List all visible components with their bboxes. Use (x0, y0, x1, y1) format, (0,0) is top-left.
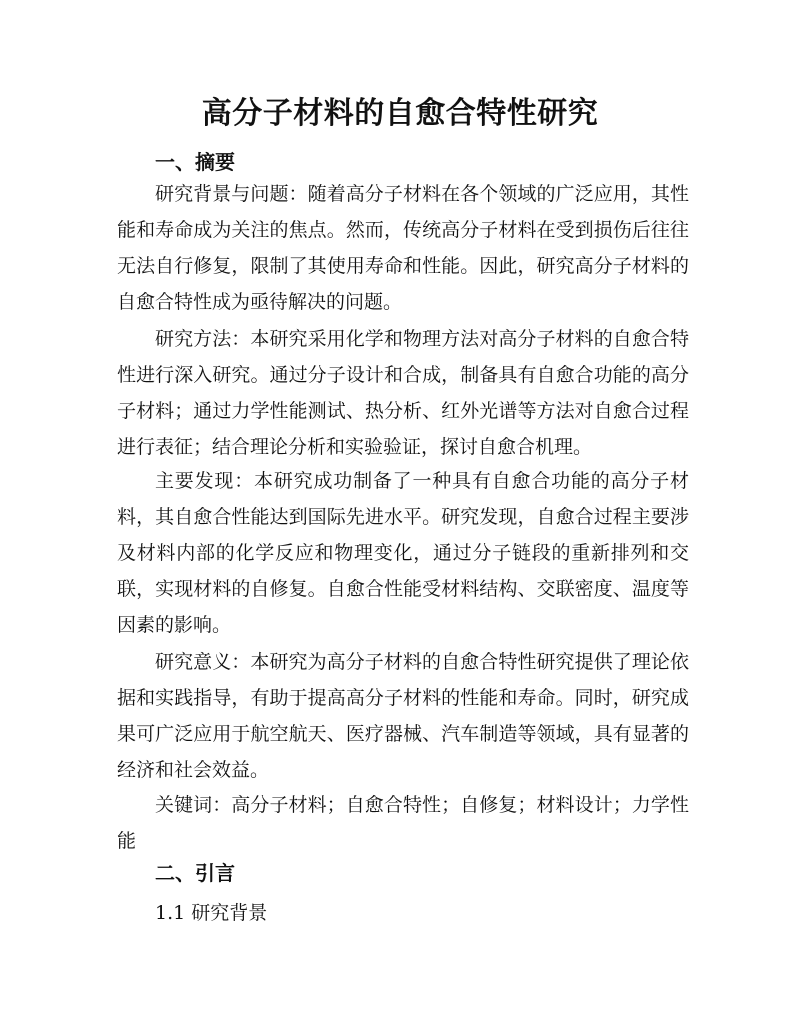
section-heading-introduction: 二、引言 (155, 861, 235, 885)
section-heading-abstract: 一、摘要 (155, 150, 235, 174)
abstract-paragraph-methods: 研究方法：本研究采用化学和物理方法对高分子材料的自愈合特性进行深入研究。通过分子设计和合成，制备具有自愈合功能的高分子材料；通过力学性能测试、热分析、红外光谱等方法对自愈合过程进行表征；结合理论分析和实验验证，探讨自愈合机理。 (117, 328, 689, 458)
subsection-heading-research-background: 1.1 研究背景 (155, 902, 268, 924)
abstract-paragraph-significance: 研究意义：本研究为高分子材料的自愈合特性研究提供了理论依据和实践指导，有助于提高高分子材料的性能和寿命。同时，研究成果可广泛应用于航空航天、医疗器械、汽车制造等领域，具有显著的经济和社会效益。 (117, 651, 689, 781)
document-title: 高分子材料的自愈合特性研究 (201, 96, 599, 131)
abstract-paragraph-findings: 主要发现：本研究成功制备了一种具有自愈合功能的高分子材料，其自愈合性能达到国际先进水平。研究发现，自愈合过程主要涉及材料内部的化学反应和物理变化，通过分子链段的重新排列和交联，实现材料的自修复。自愈合性能受材料结构、交联密度、温度等因素的影响。 (117, 470, 689, 636)
keywords-paragraph: 关键词：高分子材料；自愈合特性；自修复；材料设计；力学性能 (117, 794, 689, 852)
abstract-paragraph-background: 研究背景与问题：随着高分子材料在各个领域的广泛应用，其性能和寿命成为关注的焦点。然而，传统高分子材料在受到损伤后往往无法自行修复，限制了其使用寿命和性能。因此，研究高分子材料的自愈合特性成为亟待解决的问题。 (117, 183, 689, 313)
